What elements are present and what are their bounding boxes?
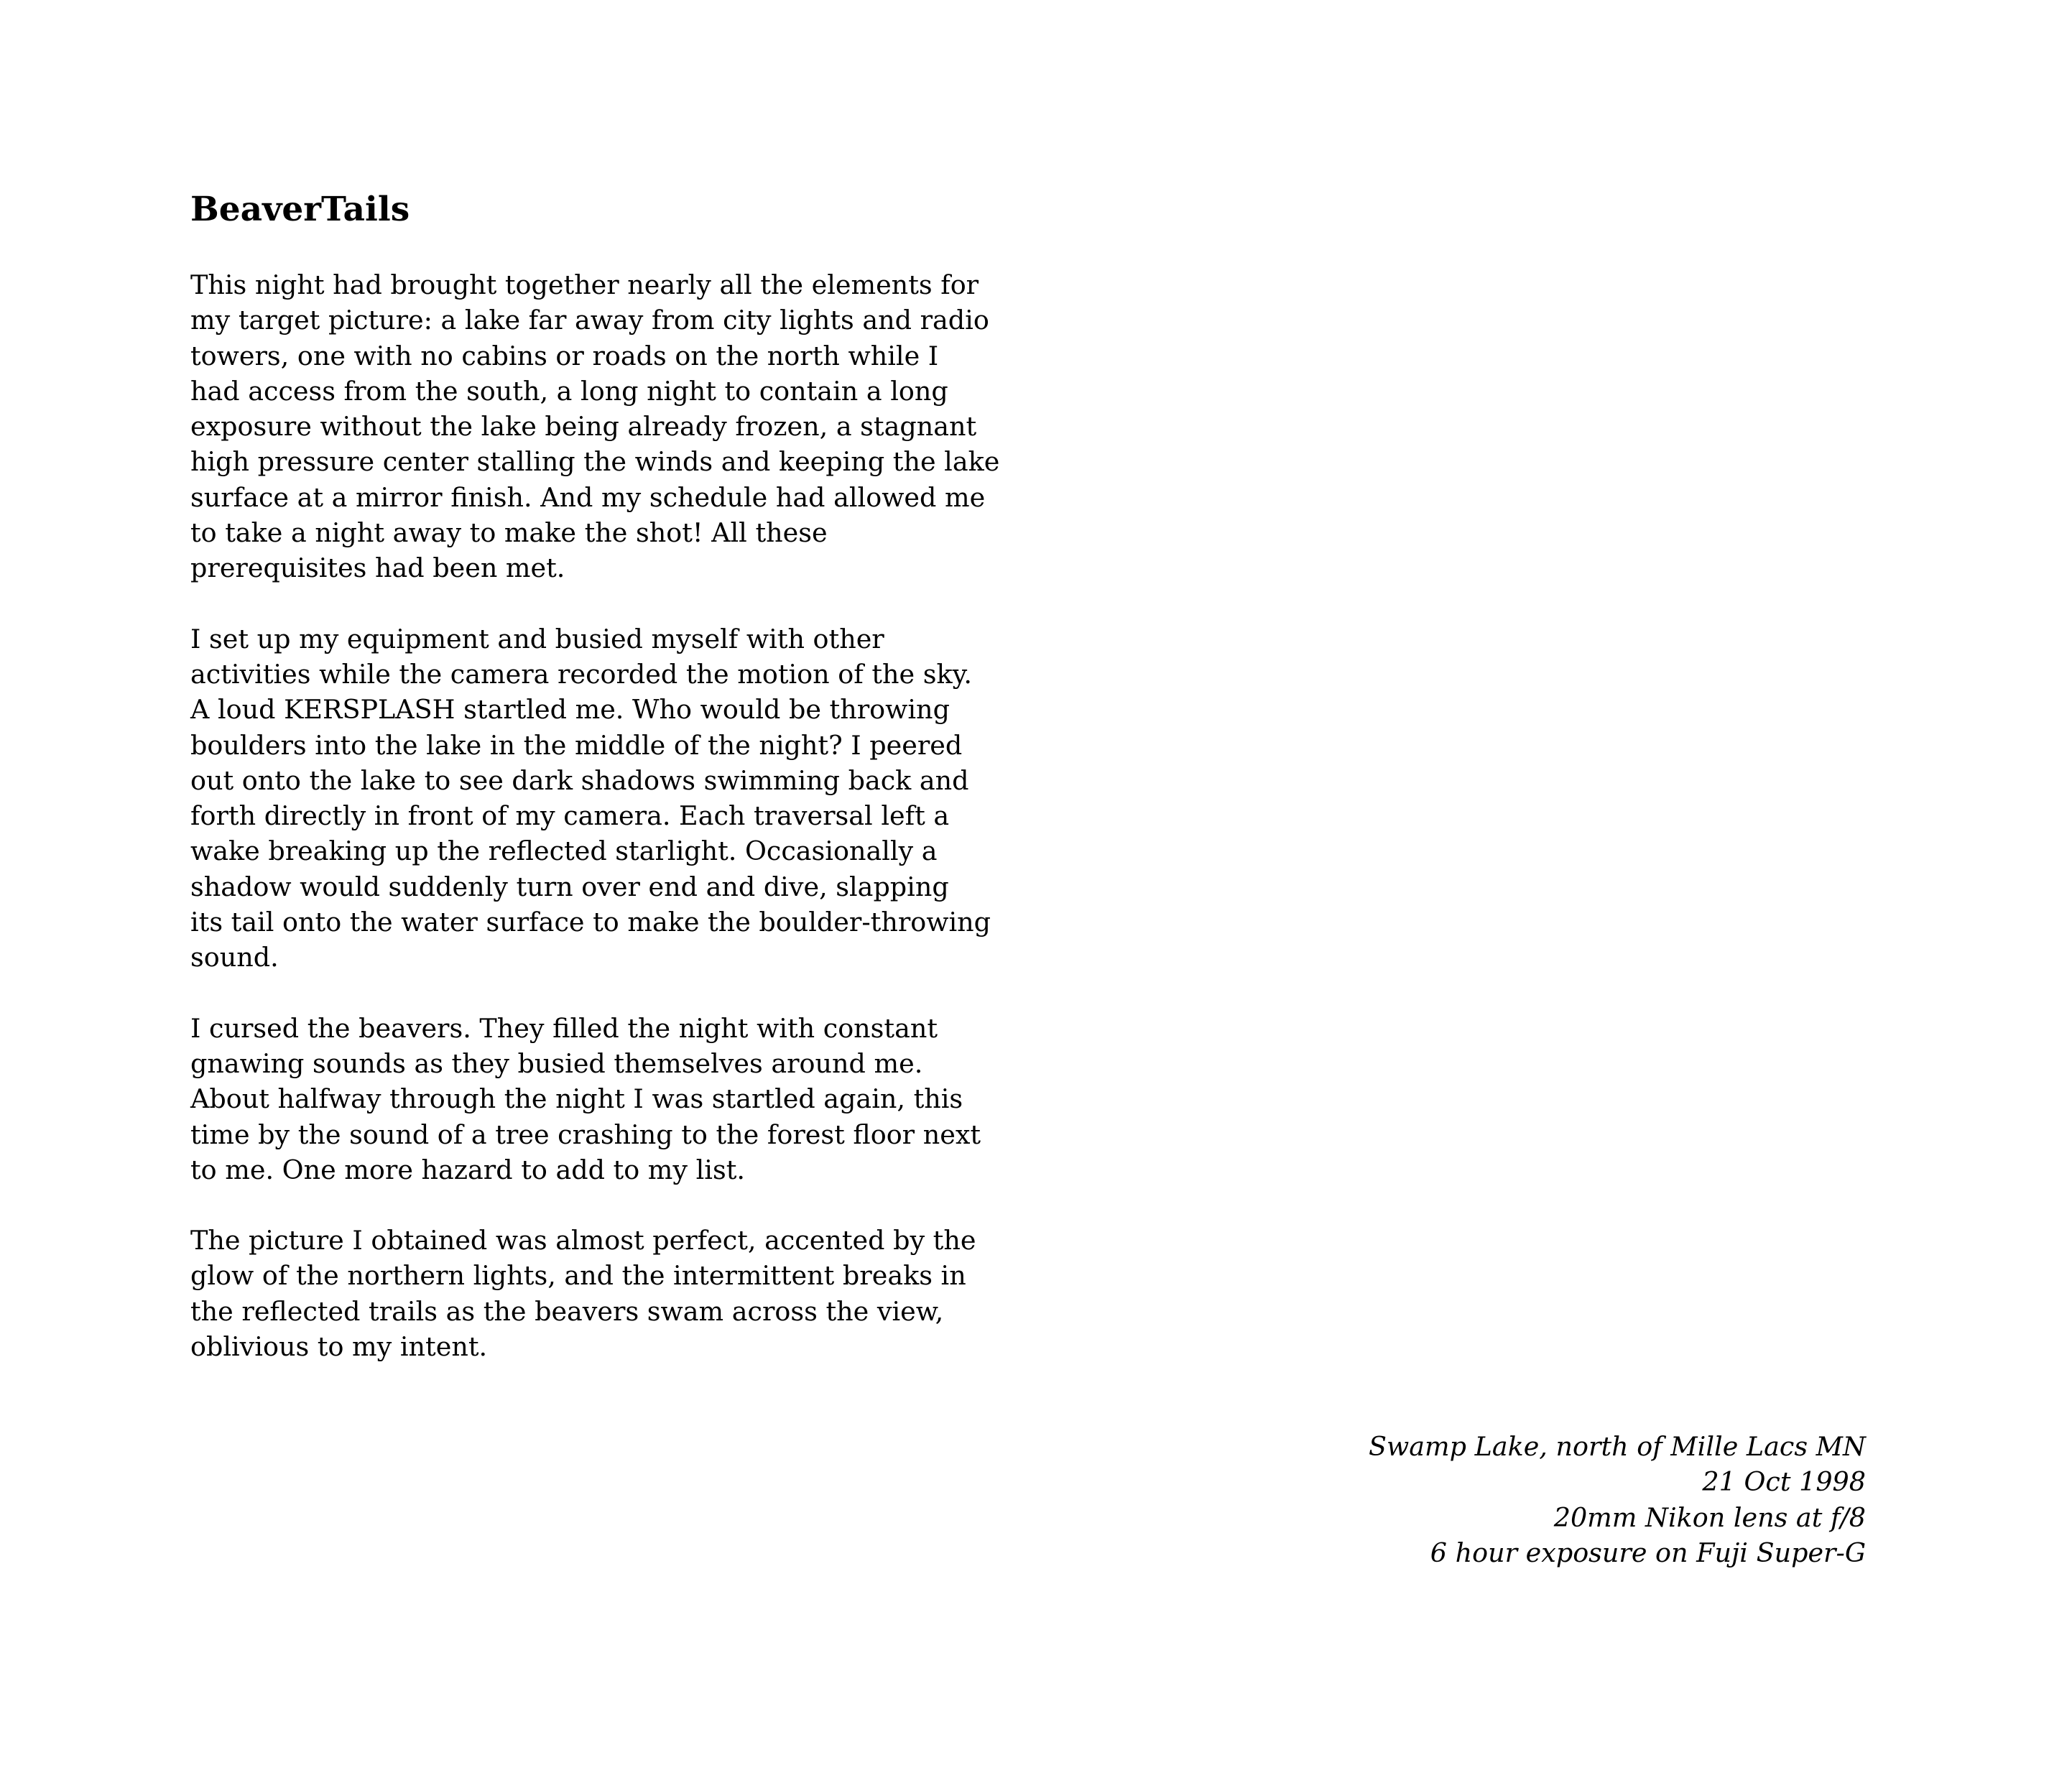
text-line: to take a night away to make the shot! All these	[190, 517, 828, 549]
text-line: oblivious to my intent.	[190, 1331, 488, 1363]
text-line: time by the sound of a tree crashing to the forest floor next	[190, 1119, 981, 1150]
caption-exposure: 6 hour exposure on Fuji Super-G	[1430, 1537, 1866, 1568]
photo-caption	[1369, 1429, 1866, 1570]
caption-location: Swamp Lake, north of Mille Lacs MN	[1369, 1431, 1866, 1462]
text-line: The picture I obtained was almost perfect, accented by the	[190, 1225, 976, 1256]
text-line: had access from the south, a long night to contain a long	[190, 375, 948, 407]
caption-date: 21 Oct 1998	[1702, 1466, 1866, 1498]
text-line: my target picture: a lake far away from city lights and radio	[190, 305, 989, 336]
text-line: I cursed the beavers. They filled the night with constant	[190, 1012, 938, 1044]
paragraph-3	[190, 1011, 995, 1187]
text-line: About halfway through the night I was startled again, this	[190, 1083, 963, 1115]
text-line: sound.	[190, 942, 279, 973]
paragraph-1	[190, 267, 1000, 586]
text-line: gnawing sounds as they busied themselves around me.	[190, 1047, 923, 1079]
text-line: out onto the lake to see dark shadows swimming back and	[190, 764, 969, 796]
text-line: prerequisites had been met.	[190, 552, 565, 584]
text-line: boulders into the lake in the middle of the night? I peered	[190, 729, 963, 761]
text-line: A loud KERSPLASH startled me. Who would be throwing	[190, 694, 950, 726]
text-line: high pressure center stalling the winds and keeping the lake	[190, 446, 1000, 478]
page-title: BeaverTails	[190, 190, 410, 229]
text-line: This night had brought together nearly all the elements for	[190, 269, 979, 300]
paragraph-4	[190, 1223, 995, 1364]
body-text	[190, 267, 1000, 1399]
text-line: towers, one with no cabins or roads on the north while I	[190, 340, 939, 371]
text-line: surface at a mirror finish. And my schedule had allowed me	[190, 481, 986, 513]
text-line: its tail onto the water surface to make the boulder-throwing	[190, 907, 991, 938]
text-line: I set up my equipment and busied myself with other	[190, 623, 884, 654]
text-line: glow of the northern lights, and the intermittent breaks in	[190, 1260, 966, 1292]
text-line: forth directly in front of my camera. Each traversal left a	[190, 800, 950, 832]
text-line: to me. One more hazard to add to my list.	[190, 1154, 745, 1185]
text-line: activities while the camera recorded the motion of the sky.	[190, 658, 972, 690]
text-line: wake breaking up the reflected starlight. Occasionally a	[190, 835, 938, 867]
text-line: exposure without the lake being already frozen, a stagnant	[190, 411, 977, 443]
caption-lens: 20mm Nikon lens at f/8	[1553, 1501, 1866, 1533]
text-line: the reflected trails as the beavers swam across the view,	[190, 1295, 944, 1327]
text-line: shadow would suddenly turn over end and dive, slapping	[190, 871, 949, 902]
paragraph-2	[190, 621, 995, 976]
